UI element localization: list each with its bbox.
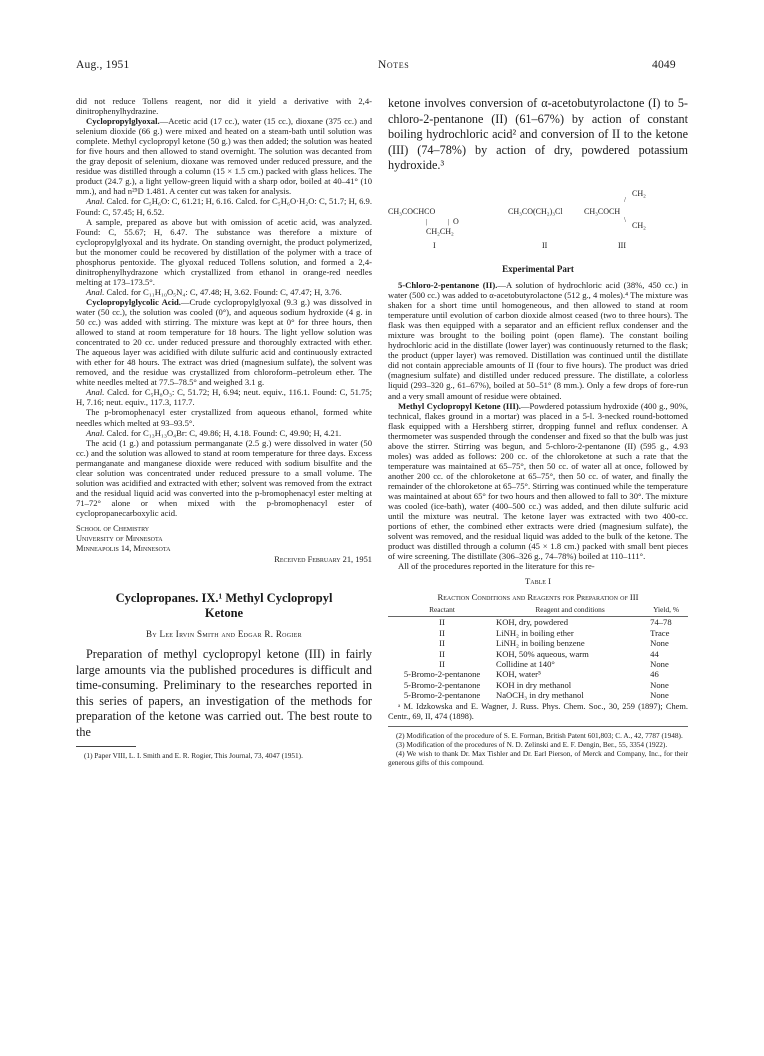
formula-iii-bond-up: / <box>624 195 626 204</box>
paragraph-methyl-cyclopropyl-ketone: Methyl Cyclopropyl Ketone (III).—Powdered potassium hydroxide (400 g., 90%, technical, flakes ground in a mortar) was placed in a 5-l. 3-necked round-bottomed flask equipped with a Hershberg stirrer, dropping funnel and reflux condenser. A thermometer was suspended through the condenser and fixed so that the bulb was just above the stirrer. Stirring was begun, and 5-chloro-2-pentanone (II) (595 g., 4.93 moles) was added as follows: 200 cc. of the chloroketone at such a rate that the temperature was maintained at 65–75°, then 50 cc. of water all at once, followed by another 200 cc. of the chloroketone at 65–75°, then 50 cc. of water, and finally the remainder of the chloroketone at 65–75°. Stirring was continued while the temperature was maintained at about 65° for two hours and then allowed to fall to 30°. The mixture was cooled (ice-bath), water (400–500 cc.) was added, and then dilute sulfuric acid until the mixture was neutral. The ketone layer was extracted with two 400-cc. portions of ether, the combined ether extracts were dried (magnesium sulfate), the solvent was removed, and the residual liquid was added to the bulk of the ketone. The product was distilled through a column (45 × 1.8 cm.) packed with small bent pieces of wire screening. The distillate (306–326 g., 74–78%) boiled at 110–111°. <box>388 400 688 562</box>
header-date: Aug., 1951 <box>76 59 130 71</box>
footnote: (2) Modification of the procedure of S. E. Forman, British Patent 601,803; C. A., 42, 7787 (1948). <box>396 730 683 740</box>
left-column <box>76 96 372 760</box>
section-heading: 5-Chloro-2-pentanone (II). <box>398 280 498 291</box>
structure-formulas <box>388 179 688 259</box>
paragraph-glycolic-acid: Cyclopropylglycolic Acid.—Crude cyclopropylglyoxal (9.3 g.) was dissolved in water (50 cc.), the solution was cooled (0°), and aqueous sodium hydroxide (4 g. in 50 cc.) was added with stirring. The mixture was kept at 0° for three hours, then allowed to stand at room temperature for 18 hours. The light yellow solution was concentrated to 20 cc. under reduced pressure and thoroughly extracted with ether. The aqueous layer was acidified with dilute sulfuric acid and continuously extracted with ether for 48 hours. The extract was dried (magnesium sulfate), the solvent was removed, and the residue was crystallized from chloroform–petroleum ether. The white needles melted at 77.5–78.5° and weighed 3.1 g. <box>76 296 372 388</box>
section-heading: Cyclopropylglyoxal. <box>86 116 160 127</box>
table-footnote: ᵃ M. Idzkowska and E. Wagner, J. Russ. Phys. Chem. Soc., 30, 259 (1897); Chem. Centr., 69, II, 474 (1898). <box>388 701 688 721</box>
table-row: II LiNH₂ in boiling ether Trace <box>439 627 670 638</box>
formula-iii-top: CH₂ <box>632 188 646 198</box>
paragraph: A sample, prepared as above but with omission of acetic acid, was analyzed. Found: C, 55.67; H, 6.47. The substance was therefore a mixture of cyclopropylglyoxal and its hydrate. On standing overnight, the product polymerized, but the monomer could be recovered by distillation of the polymer with a trace of phosphorus pentoxide. The glyoxal reduced Tollens solution, and formed a 2,4-dinitrophenylhydrazone which crystallized from ethanol in orange-red needles melting at 173–173.5°. <box>76 216 372 287</box>
received-date: Received February 21, 1951 <box>274 554 372 564</box>
table-row: II LiNH₂ in boiling benzene None <box>439 638 669 649</box>
formula-i-top: CH₃COCHCO <box>388 206 436 216</box>
formula-i-ring-bond: | <box>448 217 450 226</box>
author-byline: By Lee Irvin Smith and Edgar R. Rogier <box>146 629 302 640</box>
formula-i-label: I <box>433 240 436 250</box>
paragraph: did not reduce Tollens reagent, nor did it yield a derivative with 2,4-dinitrophenylhydrazine. <box>76 96 372 117</box>
table-row: II KOH, 50% aqueous, warm 44 <box>439 648 659 659</box>
formula-ii-label: II <box>542 240 548 250</box>
article-intro: Preparation of methyl cyclopropyl ketone (III) in fairly large amounts via the published procedures is difficult and time-consuming. Preliminary to the researches reported in this series of papers, an investigation of the methods for preparation of the ketone was carried out. The best route to the <box>76 647 372 740</box>
table-header-reactant: Reactant <box>388 605 496 617</box>
formula-iii-bond-down: \ <box>624 215 626 224</box>
formula-ii: CH₃CO(CH₂)₃Cl <box>508 206 563 216</box>
paragraph-analysis: Anal. Calcd. for C₅H₆O: C, 61.21; H, 6.16. Calcd. for C₅H₆O·H₂O: C, 51.7; H, 6.9. Found: C, 57.45; H, 6.52. <box>76 196 372 217</box>
footnote: (4) We wish to thank Dr. Max Tishler and Dr. Earl Pierson, of Merck and Company, Inc., for their generous gifts of this compound. <box>388 749 688 768</box>
footnote-divider <box>76 746 136 747</box>
formula-iii-main: CH₃COCH <box>584 206 621 216</box>
table-row: II KOH, dry, powdered 74–78 <box>439 617 672 628</box>
table-header-reagent: Reagent and conditions <box>496 605 644 617</box>
formula-iii-label: III <box>618 240 626 250</box>
table-row: 5-Bromo-2-pentanone KOH, water⁵ 46 <box>403 669 659 680</box>
table-title: Reaction Conditions and Reagents for Preparation of III <box>437 592 639 603</box>
footnote: (3) Modification of the procedures of N. D. Zelinski and E. F. Dengin, Ber., 55, 3354 (1922). <box>396 739 668 749</box>
paragraph-cyclopropylglyoxal: Cyclopropylglyoxal.—Acetic acid (17 cc.), water (15 cc.), dioxane (375 cc.) and selenium dioxide (66 g.) were mixed and heated on a steam-bath until solution was complete. Methyl cyclopropyl ketone (50 g.) was then added; the solution was heated for five hours and then allowed to stand overnight. The solution was decanted from the gray deposit of selenium, dioxane was removed under reduced pressure, and the residue was distilled through a column (15 × 1.5 cm.) packed with glass helices. The product (24.7 g.), a light yellow-green liquid with a sharp odor, boiled at 40–41° (10 mm.), and had n²⁵D 1.481. A center cut was taken for analysis. <box>76 116 372 197</box>
formula-i-oxygen: O <box>453 216 459 226</box>
paragraph-chloropentanone: 5-Chloro-2-pentanone (II).—A solution of hydrochloric acid (38%, 450 cc.) in water (500 cc.) was added to α-acetobutyrolactone (512 g., 4 moles).⁴ The mixture was shaken for a short time until homogeneous, and then allowed to stand at room temperature until evolution of carbon dioxide almost ceased (two to three hours). The flask was then equipped with a separator and an efficient reflux condenser and the mixture was brought to the boiling point (open flame). The constant boiling hydrochloric acid in the distillate (lower layer) was continuously returned to the flask; the product (upper layer) was removed. Distillation was continued until the distillate did not contain appreciable amounts of II (four to five hours). The product was dried (magnesium sulfate) and distilled under reduced pressure. The distillate, a colorless liquid (293–320 g., 61–67%), boiled at 50–51° (8 mm.). Only a few drops of fore-run and a very small amount of residue were obtained. <box>388 280 688 401</box>
paragraph-analysis: Anal. Calcd. for C₅H₈O₃: C, 51.72; H, 6.94; neut. equiv., 116.1. Found: C, 51.75; H, 7.16; neut. equiv., 117.3, 117.7. <box>76 387 372 408</box>
author-address: School of Chemistry University of Minnesota Minneapolis 14, Minnesota <box>76 523 171 553</box>
paragraph-analysis: Anal. Calcd. for C₁₁H₁₀O₅N₄: C, 47.48; H, 3.62. Found: C, 47.47; H, 3.76. <box>86 286 342 297</box>
right-column <box>388 96 688 767</box>
section-title: Experimental Part <box>502 263 574 274</box>
table-row: 5-Bromo-2-pentanone KOH in dry methanol None <box>403 679 669 690</box>
article-intro-continued: ketone involves conversion of α-acetobutyrolactone (I) to 5-chloro-2-pentanone (II) (61–67%) by action of constant boiling hydrochloric acid² and conversion of II to the ketone (III) (74–78%) by action of dry, powdered potassium hydroxide.³ <box>388 96 688 173</box>
section-heading: Cyclopropylglycolic Acid. <box>86 296 181 307</box>
table-row: II Collidine at 140° None <box>439 659 669 669</box>
paragraph: The p-bromophenacyl ester crystallized from aqueous ethanol, formed white needles which melted at 93–93.5°. <box>76 407 372 428</box>
table-label: Table I <box>525 576 551 587</box>
footnotes <box>388 726 688 768</box>
formula-i-bond: | <box>426 217 428 226</box>
table-row: 5-Bromo-2-pentanone NaOCH₃ in dry methanol None <box>403 690 669 701</box>
footnote: (1) Paper VIII, L. I. Smith and E. R. Rogier, This Journal, 73, 4047 (1951). <box>84 750 303 760</box>
header-section: Notes <box>378 59 410 71</box>
paragraph-analysis: Anal. Calcd. for C₁₃H₁₃O₄Br: C, 49.86; H, 4.18. Found: C, 49.90; H, 4.21. <box>86 427 342 438</box>
paragraph: The acid (1 g.) and potassium permanganate (2.5 g.) were dissolved in water (50 cc.) and the solution was allowed to stand at room temperature for three days. Excess permanganate and manganese dioxide were reduced with sodium bisulfite and the clear solution was concentrated under reduced pressure to a small volume. The solution was acidified and extracted with ether; solvent was removed from the extract and the residual liquid acid was converted into the p-bromophenacyl ester melting at 71–72° alone or when mixed with the p-bromophenacyl ester of cyclopropanecarboxylic acid. <box>76 437 372 518</box>
section-heading: Methyl Cyclopropyl Ketone (III). <box>398 400 521 411</box>
header-page-number: 4049 <box>652 59 676 71</box>
reaction-conditions-table <box>388 605 688 700</box>
paragraph: All of the procedures reported in the literature for this re- <box>398 561 595 572</box>
formula-i-bottom: CH₂CH₂ <box>426 226 454 236</box>
article-title: Cyclopropanes. IX.¹ Methyl Cyclopropyl Ketone <box>115 591 333 621</box>
formula-iii-bottom: CH₂ <box>632 220 646 230</box>
table-header-yield: Yield, % <box>644 605 688 617</box>
